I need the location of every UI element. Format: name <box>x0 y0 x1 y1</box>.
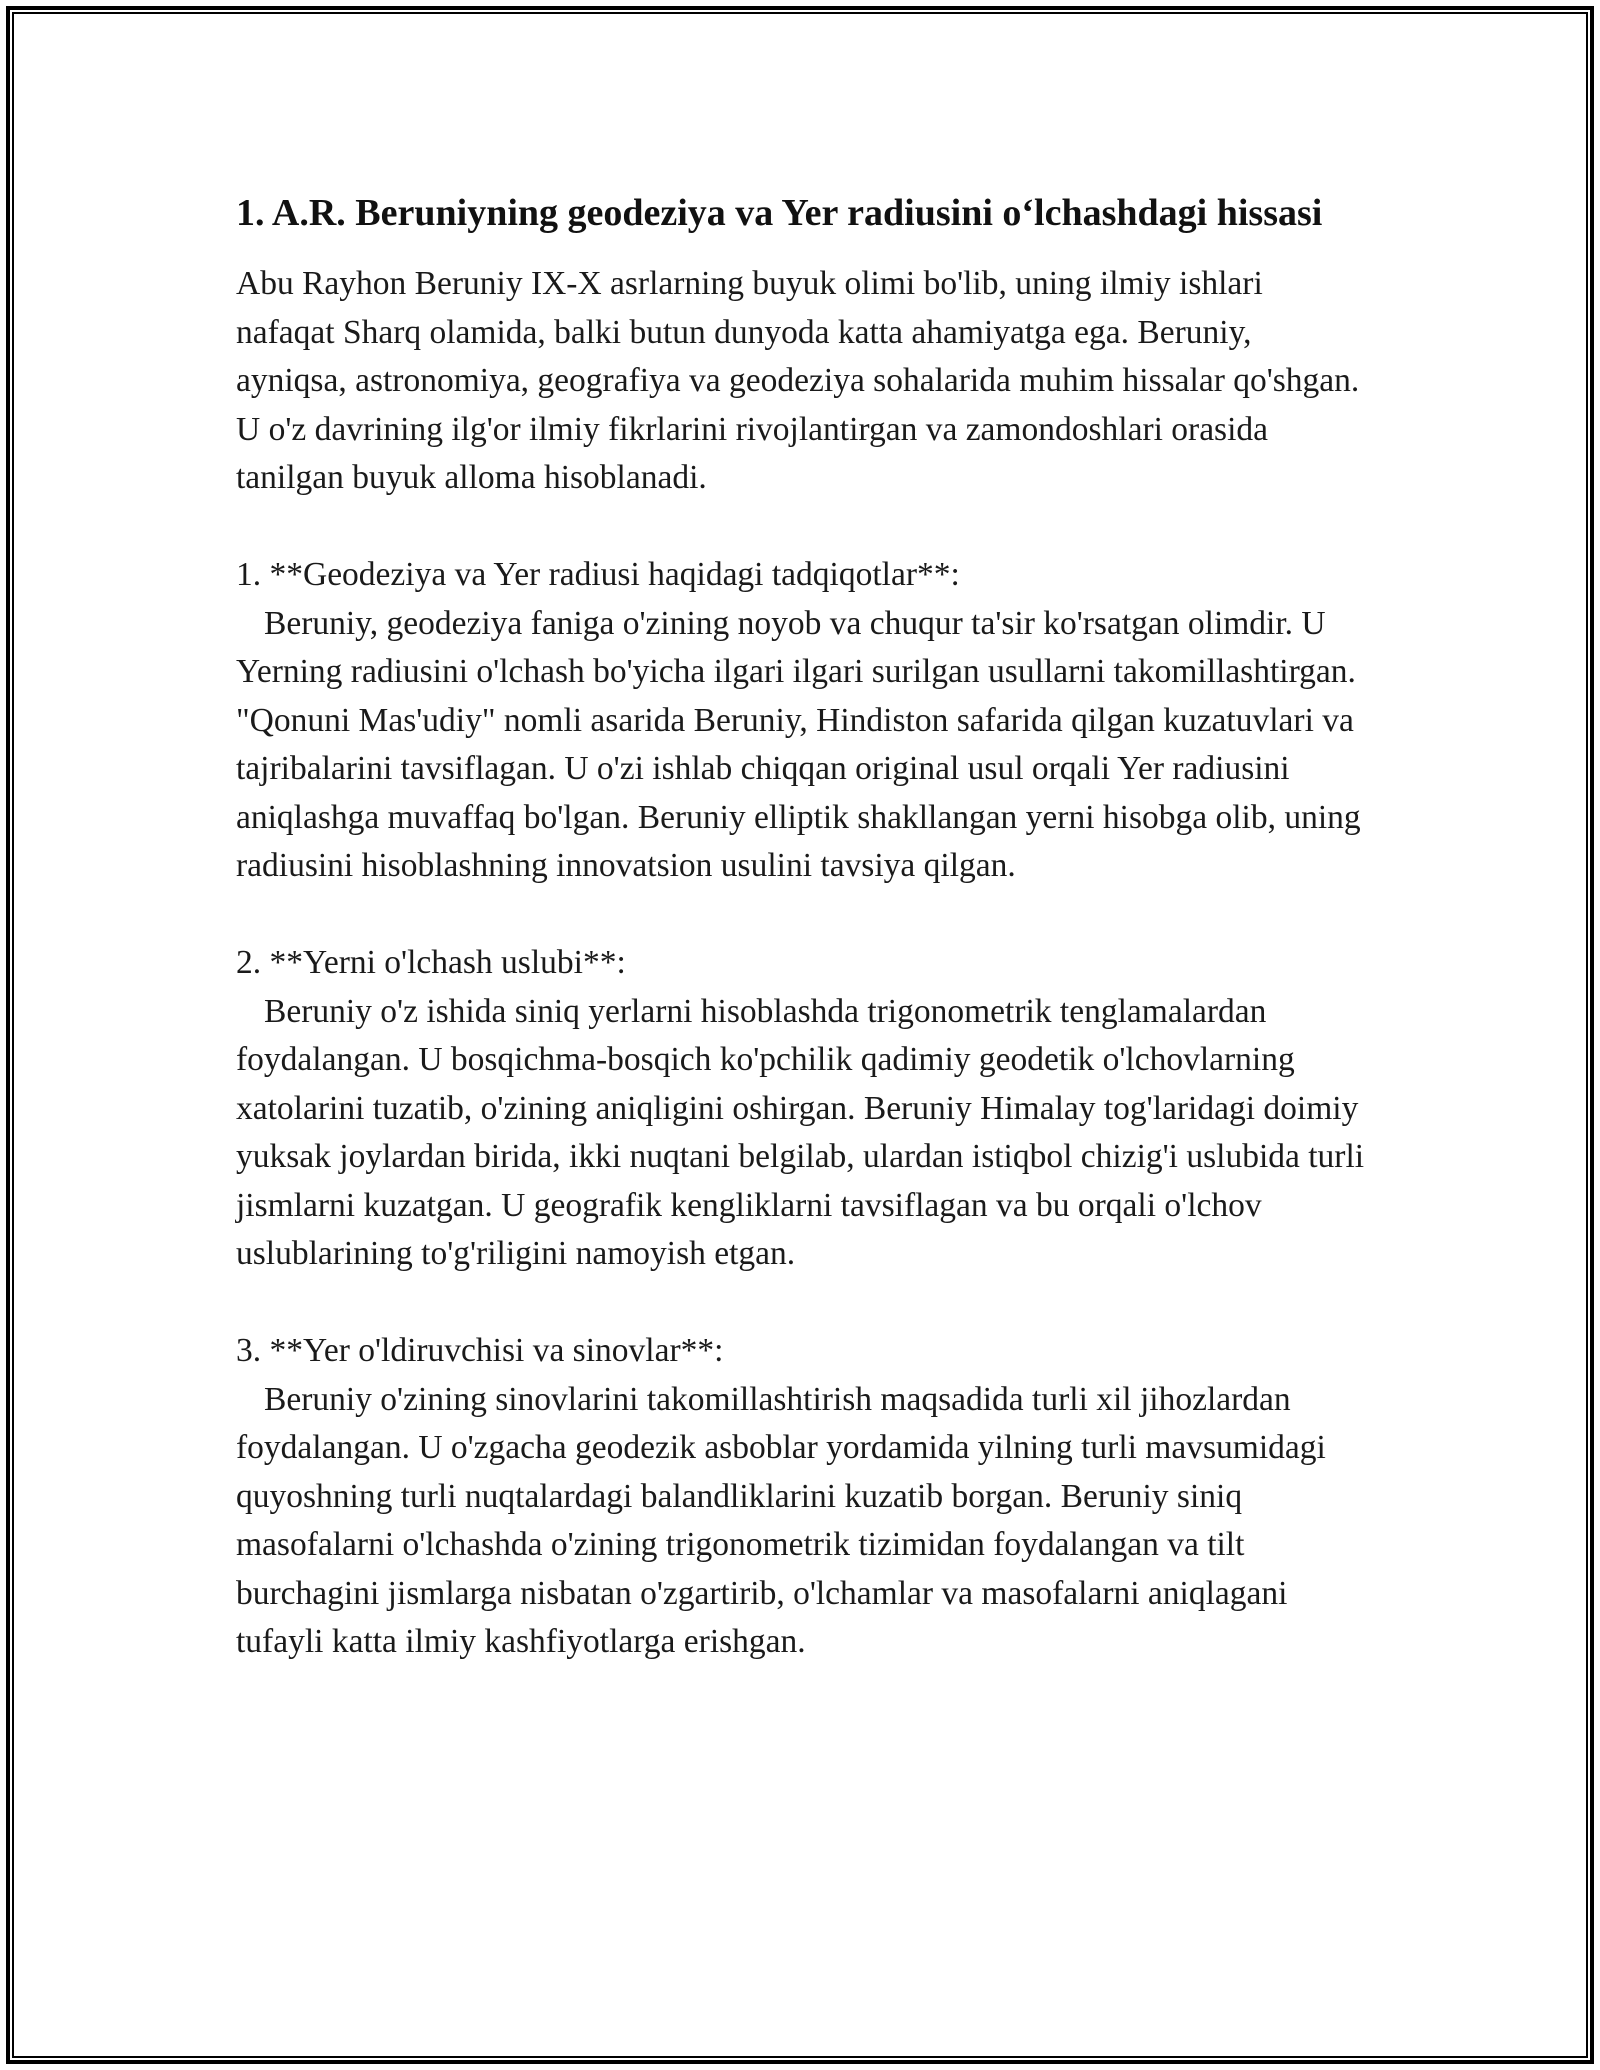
document-body <box>236 186 1366 1667</box>
section-measurement-method <box>236 939 1366 1279</box>
section-geodesy-research <box>236 551 1366 891</box>
intro-paragraph: Abu Rayhon Beruniy IX-X asrlarning buyuk olimi bo'lib, uning ilmiy ishlari nafaqat Sharq olamida, balki butun dunyoda katta ahamiyatga ega. Beruniy, ayniqsa, astronomiya, geografiya va geodeziya sohalarida muhim hissalar qo'shgan. U o'z davrining ilg'or ilmiy fikrlarini rivojlantirgan va zamondoshlari orasida tanilgan buyuk alloma hisoblanadi. <box>236 265 1360 496</box>
section-heading: 2. **Yerni o'lchash uslubi**: <box>236 944 626 981</box>
section-paragraph: Beruniy, geodeziya faniga o'zining noyob va chuqur ta'sir ko'rsatgan olimdir. U Yerning radiusini o'lchash bo'yicha ilgari ilgari surilgan usullarni takomillashtirgan. "Qonuni Mas'udiy" nomli asarida Beruniy, Hindiston safarida qilgan kuzatuvlari va tajribalarini tavsiflagan. U o'zi ishlab chiqqan original usul orqali Yer radiusini aniqlashga muvaffaq bo'lgan. Beruniy elliptik shakllangan yerni hisobga olib, uning radiusini hisoblashning innovatsion usulini tavsiya qilgan. <box>236 604 1361 884</box>
section-heading: 3. **Yer o'ldiruvchisi va sinovlar**: <box>236 1332 724 1369</box>
section-paragraph: Beruniy o'zining sinovlarini takomillashtirish maqsadida turli xil jihozlardan foydalangan. U o'zgacha geodezik asboblar yordamida yilning turli mavsumidagi quyoshning turli nuqtalardagi balandliklarini kuzatib borgan. Beruniy siniq masofalarni o'lchashda o'zining trigonometrik tizimidan foydalangan va tilt burchagini jismlarga nisbatan o'zgartirib, o'lchamlar va masofalarni aniqlagani tufayli katta ilmiy kashfiyotlarga erishgan. <box>236 1380 1326 1660</box>
section-paragraph: Beruniy o'z ishida siniq yerlarni hisoblashda trigonometrik tenglamalardan foydalangan. U bosqichma-bosqich ko'pchilik qadimiy geodetik o'lchovlarning xatolarini tuzatib, o'zining aniqligini oshirgan. Beruniy Himalay tog'laridagi doimiy yuksak joylardan birida, ikki nuqtani belgilab, ulardan istiqbol chizig'i uslubida turli jismlarni kuzatgan. U geografik kengliklarni tavsiflagan va bu orqali o'lchov uslublarining to'g'riligini namoyish etgan. <box>236 992 1365 1272</box>
section-heading: 1. **Geodeziya va Yer radiusi haqidagi tadqiqotlar**: <box>236 556 960 593</box>
document-title: 1. A.R. Beruniyning geodeziya va Yer radiusini o‘lchashdagi hissasi <box>236 192 1323 234</box>
section-instruments-tests <box>236 1327 1366 1667</box>
